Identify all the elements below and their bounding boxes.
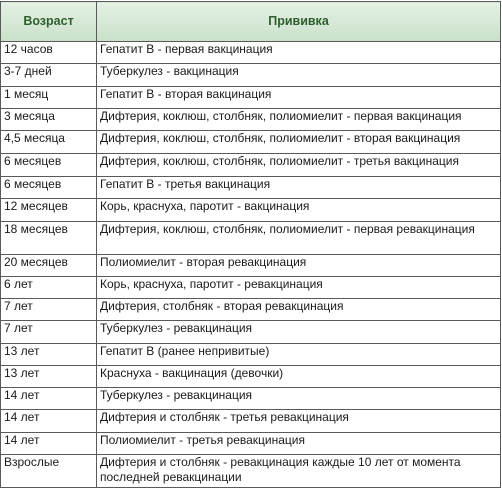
vaccination-cell: Туберкулез - ревакцинация	[97, 388, 501, 410]
vaccination-cell: Дифтерия, коклюш, столбняк, полиомиелит - третья вакцинация	[97, 154, 501, 177]
table-row	[1, 131, 501, 154]
vaccination-cell: Дифтерия, коклюш, столбняк, полиомиелит - вторая вакцинация	[97, 131, 501, 154]
vaccination-cell: Туберкулез - вакцинация	[97, 64, 501, 87]
table-row	[1, 87, 501, 109]
table-row	[1, 455, 501, 488]
age-cell: 1 месяц	[1, 87, 97, 109]
vaccination-cell: Дифтерия, столбняк - вторая ревакцинация	[97, 299, 501, 321]
age-cell: 20 месяцев	[1, 255, 97, 277]
table-row	[1, 366, 501, 388]
table-row	[1, 433, 501, 455]
table-row	[1, 64, 501, 87]
vaccination-schedule-table	[0, 1, 501, 488]
age-cell: 13 лет	[1, 366, 97, 388]
table-row	[1, 42, 501, 64]
age-column-header: Возраст	[1, 2, 97, 42]
age-cell: 6 месяцев	[1, 177, 97, 199]
vaccination-column-header: Прививка	[97, 2, 501, 42]
age-cell: 14 лет	[1, 433, 97, 455]
table-row	[1, 388, 501, 410]
age-cell: 6 месяцев	[1, 154, 97, 177]
vaccination-cell: Туберкулез - ревакцинация	[97, 321, 501, 344]
table-row	[1, 277, 501, 299]
vaccination-cell: Дифтерия, коклюш, столбняк, полиомиелит - первая вакцинация	[97, 109, 501, 131]
vaccination-cell: Краснуха - вакцинация (девочки)	[97, 366, 501, 388]
table-row	[1, 255, 501, 277]
vaccination-cell: Дифтерия, коклюш, столбняк, полиомиелит - первая ревакцинация	[97, 222, 501, 255]
vaccination-cell: Полиомиелит - вторая ревакцинация	[97, 255, 501, 277]
age-cell: 14 лет	[1, 388, 97, 410]
vaccination-cell: Корь, краснуха, паротит - ревакцинация	[97, 277, 501, 299]
age-cell: 18 месяцев	[1, 222, 97, 255]
vaccination-cell: Гепатит В - третья вакцинация	[97, 177, 501, 199]
age-cell: Взрослые	[1, 455, 97, 488]
table-row	[1, 177, 501, 199]
vaccination-cell: Корь, краснуха, паротит - вакцинация	[97, 199, 501, 222]
age-cell: 6 лет	[1, 277, 97, 299]
age-cell: 3-7 дней	[1, 64, 97, 87]
table-row	[1, 199, 501, 222]
age-cell: 7 лет	[1, 321, 97, 344]
age-cell: 12 часов	[1, 42, 97, 64]
header-row	[1, 2, 501, 42]
table-body	[1, 42, 501, 488]
age-cell: 12 месяцев	[1, 199, 97, 222]
vaccination-cell: Дифтерия и столбняк - третья ревакцинация	[97, 410, 501, 433]
age-cell: 13 лет	[1, 344, 97, 366]
vaccination-cell: Гепатит В - вторая вакцинация	[97, 87, 501, 109]
age-cell: 14 лет	[1, 410, 97, 433]
vaccination-cell: Гепатит В (ранее непривитые)	[97, 344, 501, 366]
age-cell: 4,5 месяца	[1, 131, 97, 154]
vaccination-cell: Гепатит В - первая вакцинация	[97, 42, 501, 64]
table-row	[1, 154, 501, 177]
table-row	[1, 410, 501, 433]
table-row	[1, 299, 501, 321]
table-row	[1, 222, 501, 255]
table-row	[1, 344, 501, 366]
table-row	[1, 321, 501, 344]
age-cell: 3 месяца	[1, 109, 97, 131]
table-row	[1, 109, 501, 131]
vaccination-cell: Дифтерия и столбняк - ревакцинация каждые 10 лет от момента последней ревакцинации	[97, 455, 501, 488]
vaccination-cell: Полиомиелит - третья ревакцинация	[97, 433, 501, 455]
age-cell: 7 лет	[1, 299, 97, 321]
